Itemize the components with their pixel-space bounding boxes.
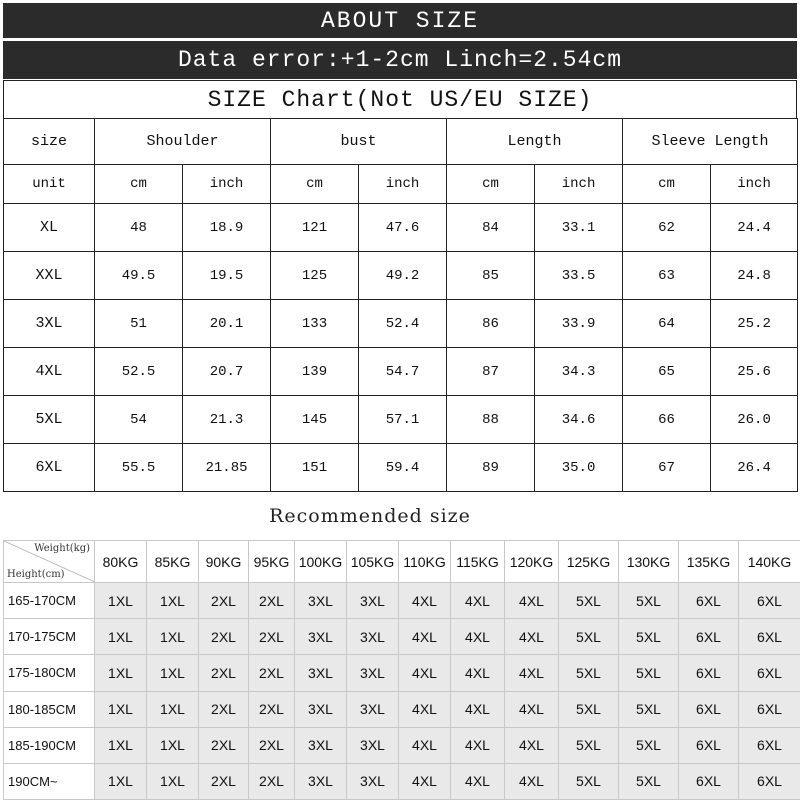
recommended-size-cell: 5XL (559, 763, 619, 799)
recommended-size-cell: 1XL (147, 583, 199, 619)
size-label-cell: 6XL (4, 444, 95, 492)
size-chart-row (4, 396, 798, 444)
recommended-size-cell: 3XL (295, 655, 347, 691)
weight-header-cell: 90KG (199, 541, 249, 583)
recommended-size-cell: 6XL (679, 583, 739, 619)
recommended-size-cell: 2XL (249, 583, 295, 619)
measurement-cell: 64 (623, 300, 711, 348)
data-error-note: Data error:+1-2cm Linch=2.54cm (3, 41, 797, 79)
recommended-size-cell: 3XL (347, 583, 399, 619)
height-row (4, 619, 800, 655)
measurement-cell: 125 (271, 252, 359, 300)
unit-cell: unit (4, 165, 95, 204)
recommended-size-cell: 2XL (199, 655, 249, 691)
recommended-size-cell: 3XL (295, 727, 347, 763)
size-chart-title: SIZE Chart(Not US/EU SIZE) (3, 80, 797, 118)
measurement-cell: 87 (447, 348, 535, 396)
height-range-cell: 175-180CM (4, 655, 95, 691)
recommended-size-cell: 3XL (295, 691, 347, 727)
recommended-size-cell: 2XL (249, 655, 295, 691)
measurement-cell: 54.7 (359, 348, 447, 396)
measurement-cell: 48 (95, 204, 183, 252)
recommended-size-cell: 5XL (619, 691, 679, 727)
weight-header-cell: 135KG (679, 541, 739, 583)
weight-header-cell: 130KG (619, 541, 679, 583)
recommended-size-cell: 4XL (399, 763, 451, 799)
recommended-size-cell: 5XL (559, 691, 619, 727)
weight-header-row (4, 541, 800, 583)
weight-header-cell: 125KG (559, 541, 619, 583)
height-axis-label: Height(cm) (7, 569, 65, 581)
size-chart-row (4, 204, 798, 252)
recommended-size-cell: 6XL (679, 655, 739, 691)
recommended-size-cell: 3XL (347, 727, 399, 763)
measurement-cell: 33.5 (535, 252, 623, 300)
recommended-size-cell: 3XL (347, 763, 399, 799)
height-row (4, 763, 800, 799)
measurement-cell: 67 (623, 444, 711, 492)
recommended-size-cell: 1XL (95, 583, 147, 619)
size-label-cell: 3XL (4, 300, 95, 348)
recommended-size-cell: 4XL (399, 727, 451, 763)
recommended-size-table (3, 540, 800, 800)
measurement-cell: 52.4 (359, 300, 447, 348)
recommended-size-cell: 4XL (505, 583, 559, 619)
recommended-size-cell: 1XL (147, 727, 199, 763)
recommended-size-cell: 5XL (619, 583, 679, 619)
recommended-size-cell: 4XL (505, 619, 559, 655)
recommended-size-cell: 4XL (399, 619, 451, 655)
recommended-size-cell: 4XL (451, 583, 505, 619)
size-chart-row (4, 252, 798, 300)
height-range-cell: 170-175CM (4, 619, 95, 655)
measurement-cell: 86 (447, 300, 535, 348)
measurement-cell: 33.1 (535, 204, 623, 252)
recommended-size-cell: 1XL (95, 655, 147, 691)
measurement-cell: 34.6 (535, 396, 623, 444)
size-chart-table (3, 118, 798, 492)
measurement-cell: 52.5 (95, 348, 183, 396)
height-range-cell: 180-185CM (4, 691, 95, 727)
recommended-size-cell: 1XL (147, 691, 199, 727)
height-row (4, 655, 800, 691)
measurement-cell: 21.3 (183, 396, 271, 444)
measurement-cell: 49.5 (95, 252, 183, 300)
recommended-size-cell: 5XL (619, 619, 679, 655)
weight-header-cell: 110KG (399, 541, 451, 583)
recommended-size-cell: 1XL (95, 619, 147, 655)
size-chart-row (4, 300, 798, 348)
recommended-size-cell: 5XL (619, 763, 679, 799)
size-label-cell: XXL (4, 252, 95, 300)
measurement-cell: 24.4 (711, 204, 798, 252)
unit-cell: cm (447, 165, 535, 204)
recommended-size-cell: 1XL (95, 763, 147, 799)
measurement-cell: 139 (271, 348, 359, 396)
height-range-cell: 165-170CM (4, 583, 95, 619)
measurement-cell: 25.6 (711, 348, 798, 396)
measurement-cell: 55.5 (95, 444, 183, 492)
recommended-size-cell: 6XL (739, 619, 800, 655)
height-range-cell: 185-190CM (4, 727, 95, 763)
recommended-size-cell: 6XL (679, 763, 739, 799)
recommended-size-cell: 6XL (679, 619, 739, 655)
recommended-size-cell: 1XL (147, 619, 199, 655)
recommended-size-cell: 3XL (347, 691, 399, 727)
recommended-size-cell: 1XL (147, 655, 199, 691)
weight-header-cell: 105KG (347, 541, 399, 583)
recommended-size-cell: 2XL (249, 619, 295, 655)
recommended-size-cell: 1XL (147, 763, 199, 799)
unit-cell: inch (183, 165, 271, 204)
recommended-size-cell: 4XL (451, 763, 505, 799)
recommended-size-cell: 6XL (679, 727, 739, 763)
recommended-size-cell: 2XL (199, 727, 249, 763)
size-chart-header-cell: bust (271, 119, 447, 165)
measurement-cell: 145 (271, 396, 359, 444)
recommended-size-cell: 4XL (505, 763, 559, 799)
recommended-size-cell: 2XL (249, 691, 295, 727)
recommended-size-cell: 6XL (679, 691, 739, 727)
about-size-banner: ABOUT SIZE (3, 3, 797, 40)
recommended-size-cell: 6XL (739, 691, 800, 727)
recommended-size-cell: 4XL (399, 655, 451, 691)
unit-cell: inch (359, 165, 447, 204)
weight-header-cell: 80KG (95, 541, 147, 583)
recommended-size-cell: 3XL (295, 763, 347, 799)
recommended-size-title: Recommended size (269, 505, 471, 527)
measurement-cell: 49.2 (359, 252, 447, 300)
measurement-cell: 18.9 (183, 204, 271, 252)
weight-header-cell: 115KG (451, 541, 505, 583)
measurement-cell: 63 (623, 252, 711, 300)
recommended-size-cell: 4XL (399, 691, 451, 727)
measurement-cell: 65 (623, 348, 711, 396)
weight-header-cell: 100KG (295, 541, 347, 583)
recommended-size-cell: 5XL (619, 655, 679, 691)
recommended-size-cell: 4XL (451, 727, 505, 763)
measurement-cell: 26.0 (711, 396, 798, 444)
size-chart-header-cell: size (4, 119, 95, 165)
measurement-cell: 20.1 (183, 300, 271, 348)
measurement-cell: 25.2 (711, 300, 798, 348)
height-row (4, 691, 800, 727)
size-chart-row (4, 348, 798, 396)
measurement-cell: 54 (95, 396, 183, 444)
weight-axis-label: Weight(kg) (34, 543, 90, 554)
measurement-cell: 26.4 (711, 444, 798, 492)
measurement-cell: 85 (447, 252, 535, 300)
recommended-size-cell: 4XL (505, 727, 559, 763)
recommended-size-cell: 6XL (739, 583, 800, 619)
weight-header-cell: 95KG (249, 541, 295, 583)
size-chart-header-cell: Shoulder (95, 119, 271, 165)
size-chart-row (4, 444, 798, 492)
measurement-cell: 34.3 (535, 348, 623, 396)
measurement-cell: 35.0 (535, 444, 623, 492)
height-range-cell: 190CM~ (4, 763, 95, 799)
recommended-size-cell: 1XL (95, 727, 147, 763)
measurement-cell: 66 (623, 396, 711, 444)
recommended-size-cell: 6XL (739, 763, 800, 799)
recommended-size-cell: 2XL (199, 583, 249, 619)
recommended-size-cell: 6XL (739, 727, 800, 763)
height-row (4, 727, 800, 763)
recommended-size-cell: 6XL (739, 655, 800, 691)
unit-cell: cm (95, 165, 183, 204)
measurement-cell: 47.6 (359, 204, 447, 252)
recommended-size-cell: 3XL (347, 655, 399, 691)
measurement-cell: 57.1 (359, 396, 447, 444)
size-chart-unit-row (4, 165, 798, 204)
recommended-size-cell: 2XL (249, 727, 295, 763)
recommended-size-cell: 5XL (619, 727, 679, 763)
weight-height-corner (4, 541, 95, 583)
measurement-cell: 62 (623, 204, 711, 252)
weight-header-cell: 85KG (147, 541, 199, 583)
weight-header-cell: 120KG (505, 541, 559, 583)
measurement-cell: 133 (271, 300, 359, 348)
unit-cell: inch (711, 165, 798, 204)
recommended-size-cell: 2XL (199, 619, 249, 655)
recommended-size-cell: 4XL (451, 619, 505, 655)
measurement-cell: 20.7 (183, 348, 271, 396)
measurement-cell: 19.5 (183, 252, 271, 300)
recommended-size-cell: 4XL (505, 691, 559, 727)
measurement-cell: 21.85 (183, 444, 271, 492)
recommended-size-cell: 4XL (505, 655, 559, 691)
recommended-size-cell: 4XL (451, 655, 505, 691)
recommended-size-cell: 2XL (249, 763, 295, 799)
recommended-size-cell: 4XL (451, 691, 505, 727)
recommended-size-cell: 3XL (295, 619, 347, 655)
measurement-cell: 84 (447, 204, 535, 252)
recommended-size-cell: 3XL (347, 619, 399, 655)
recommended-size-cell: 5XL (559, 619, 619, 655)
recommended-size-cell: 1XL (95, 691, 147, 727)
size-label-cell: 4XL (4, 348, 95, 396)
unit-cell: cm (271, 165, 359, 204)
size-chart-header-cell: Sleeve Length (623, 119, 798, 165)
recommended-size-cell: 5XL (559, 583, 619, 619)
unit-cell: cm (623, 165, 711, 204)
measurement-cell: 59.4 (359, 444, 447, 492)
size-label-cell: 5XL (4, 396, 95, 444)
measurement-cell: 89 (447, 444, 535, 492)
recommended-size-cell: 4XL (399, 583, 451, 619)
measurement-cell: 33.9 (535, 300, 623, 348)
recommended-size-cell: 2XL (199, 763, 249, 799)
recommended-size-cell: 2XL (199, 691, 249, 727)
weight-header-cell: 140KG (739, 541, 800, 583)
recommended-size-cell: 5XL (559, 655, 619, 691)
recommended-size-cell: 5XL (559, 727, 619, 763)
measurement-cell: 88 (447, 396, 535, 444)
recommended-size-cell: 3XL (295, 583, 347, 619)
size-chart-header-cell: Length (447, 119, 623, 165)
height-row (4, 583, 800, 619)
measurement-cell: 151 (271, 444, 359, 492)
measurement-cell: 24.8 (711, 252, 798, 300)
size-label-cell: XL (4, 204, 95, 252)
unit-cell: inch (535, 165, 623, 204)
measurement-cell: 121 (271, 204, 359, 252)
measurement-cell: 51 (95, 300, 183, 348)
size-chart-header-row (4, 119, 798, 165)
